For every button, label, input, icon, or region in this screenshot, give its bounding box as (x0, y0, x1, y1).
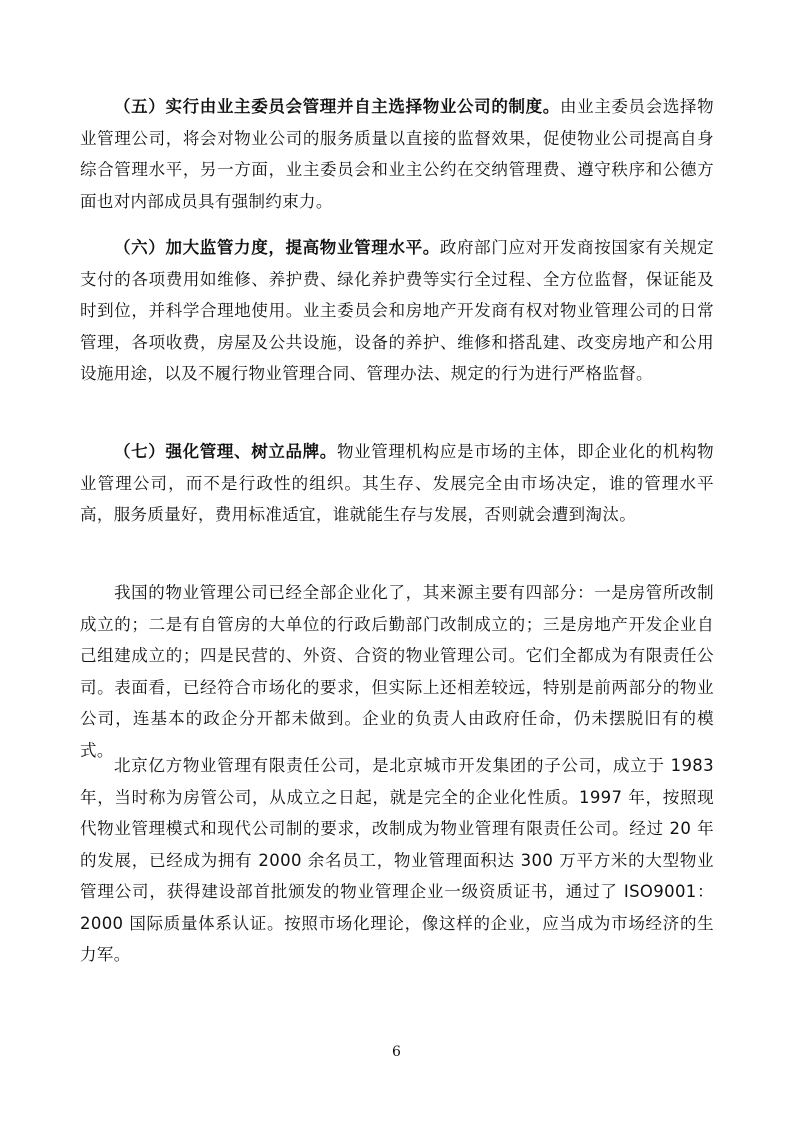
paragraph-body: 北京亿方物业管理有限责任公司，是北京城市开发集团的子公司，成立于 1983 年，当时称为房管公司，从成立之日起，就是完全的企业化性质。1997 年，按照现代物业管理模式和现代公司制的要求，改制成为物业管理有限责任公司。经过 20 年的发展，已经成为拥有 2000 余名员工，物业管理面积达 300 万平方米的大型物业管理公司，获得建设部首批颁发的物业管理企业一级资质证书，通过了 ISO9001：2000 国际质量体系认证。按照市场化理论，像这样的企业，应当成为市场经济的生力军。 (80, 756, 714, 964)
paragraph-property-companies (80, 577, 714, 766)
paragraph-6 (80, 232, 714, 390)
paragraph-heading: （六）加大监管力度，提高物业管理水平。 (114, 238, 440, 257)
paragraph-heading: （五）实行由业主委员会管理并自主选择物业公司的制度。 (114, 97, 560, 116)
paragraph-5 (80, 91, 714, 217)
paragraph-body: 物业管理机构应是市场的主体，即企业化的机构物业管理公司，而不是行政性的组织。其生存、发展完全由市场决定，谁的管理水平高，服务质量好，费用标准适宜，谁就能生存与发展，否则就会遭到淘汰。 (80, 442, 714, 524)
paragraph-heading: （七）强化管理、树立品牌。 (114, 442, 337, 461)
paragraph-yifang-example (80, 750, 714, 971)
page-number: 6 (392, 1044, 401, 1060)
paragraph-body: 由业主委员会选择物业管理公司，将会对物业公司的服务质量以直接的监督效果，促使物业公司提高自身综合管理水平，另一方面，业主委员会和业主公约在交纳管理费、遵守秩序和公德方面也对内部成员具有强制约束力。 (80, 97, 714, 211)
paragraph-7 (80, 436, 714, 531)
paragraph-body: 我国的物业管理公司已经全部企业化了，其来源主要有四部分：一是房管所改制成立的；二是有自管房的大单位的行政后勤部门改制成立的；三是房地产开发企业自己组建成立的；四是民营的、外资、合资的物业管理公司。它们全都成为有限责任公司。表面看，已经符合市场化的要求，但实际上还相差较远，特别是前两部分的物业公司，连基本的政企分开都未做到。企业的负责人由政府任命，仍未摆脱旧有的模式。 (80, 583, 714, 760)
paragraph-body: 政府部门应对开发商按国家有关规定支付的各项费用如维修、养护费、绿化养护费等实行全过程、全方位监督，保证能及时到位，并科学合理地使用。业主委员会和房地产开发商有权对物业管理公司的日常管理，各项收费，房屋及公共设施，设备的养护、维修和搭乱建、改变房地产和公用设施用途，以及不履行物业管理合同、管理办法、规定的行为进行严格监督。 (80, 238, 714, 383)
